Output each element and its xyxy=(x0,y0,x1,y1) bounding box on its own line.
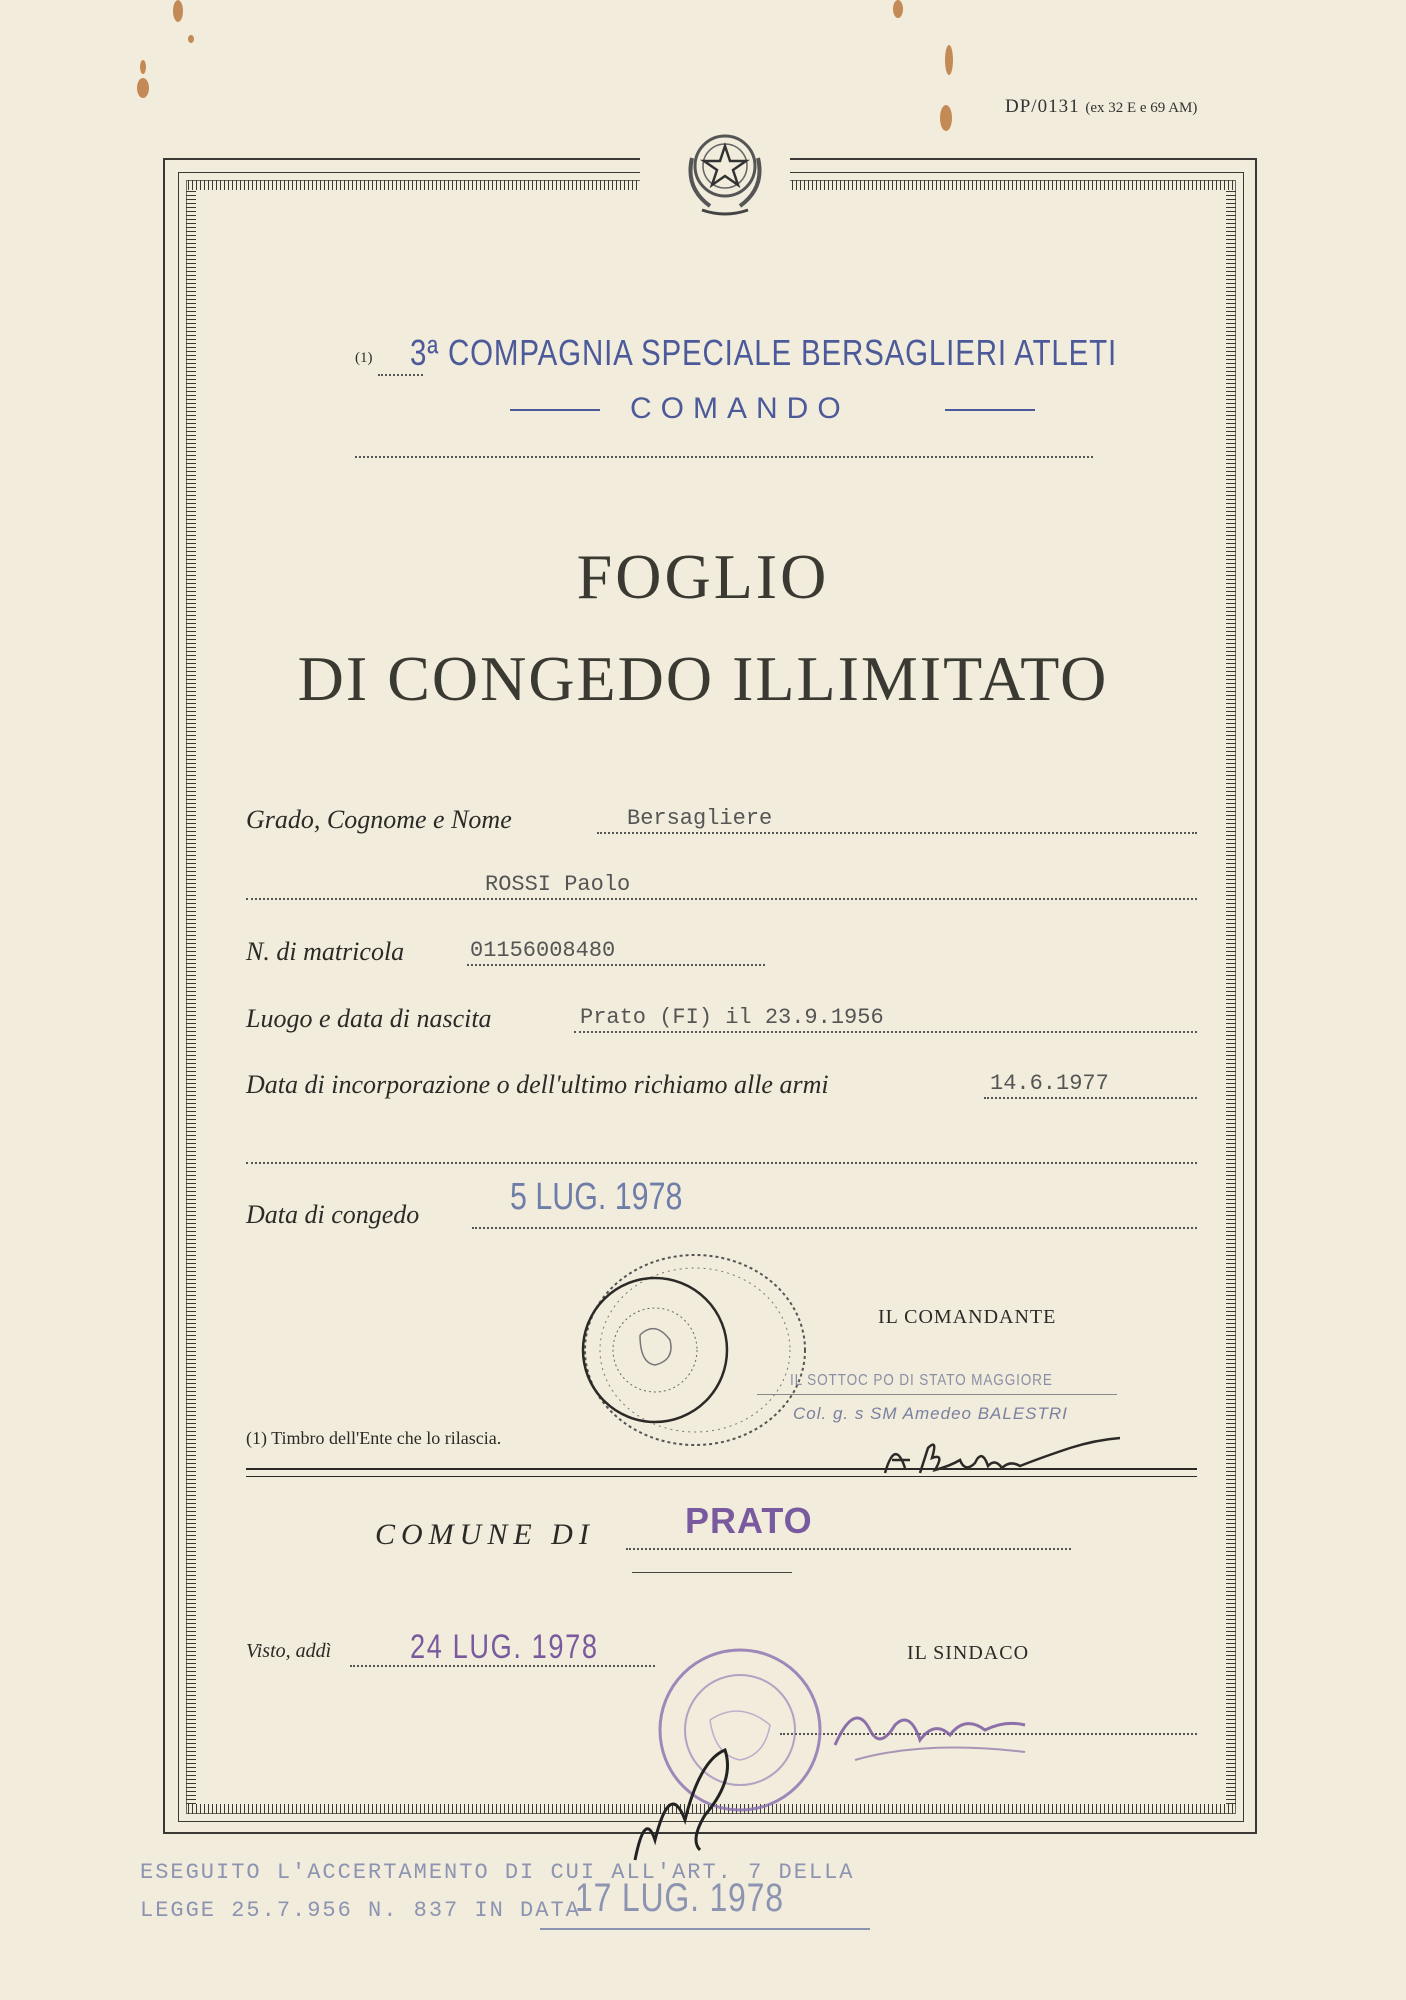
rust-stain xyxy=(173,0,183,22)
issuer-second-line xyxy=(355,456,1093,458)
unit-stamp-comando: COMANDO xyxy=(630,392,850,425)
grade-value: Bersagliere xyxy=(627,806,773,831)
birth-label: Luogo e data di nascita xyxy=(246,1004,492,1033)
verification-stamp-line2: LEGGE 25.7.956 N. 837 IN DATA xyxy=(140,1898,581,1923)
rust-stain xyxy=(940,105,952,131)
name-value: ROSSI Paolo xyxy=(485,872,631,897)
rust-stain xyxy=(188,35,194,43)
note-marker: (1) xyxy=(355,350,373,366)
commander-title: IL COMANDANTE xyxy=(878,1306,1057,1328)
seen-label: Visto, addì xyxy=(246,1640,332,1662)
section-divider-thin xyxy=(246,1476,1197,1477)
rust-stain xyxy=(945,45,953,75)
military-seal-icon xyxy=(570,1245,820,1455)
verification-date-line xyxy=(540,1928,870,1930)
incorporation-value: 14.6.1977 xyxy=(990,1071,1109,1096)
birth-line xyxy=(574,1031,1197,1033)
stamp-rule-right xyxy=(945,409,1035,411)
comune-label: COMUNE DI xyxy=(375,1518,595,1551)
verification-date-stamp: 17 LUG. 1978 xyxy=(575,1876,784,1920)
birth-value: Prato (FI) il 23.9.1956 xyxy=(580,1005,884,1030)
commander-stamp-line2: Col. g. s SM Amedeo BALESTRI xyxy=(793,1404,1068,1423)
rust-stain xyxy=(140,60,146,74)
discharge-label: Data di congedo xyxy=(246,1200,420,1229)
mayor-title: IL SINDACO xyxy=(907,1642,1030,1664)
document-title-line1: FOGLIO xyxy=(576,541,830,612)
incorporation-line xyxy=(984,1097,1197,1099)
footnote: (1) Timbro dell'Ente che lo rilascia. xyxy=(246,1428,502,1448)
commander-signature-icon xyxy=(870,1418,1130,1488)
seen-date-stamp: 24 LUG. 1978 xyxy=(410,1628,599,1666)
mayor-signature-icon xyxy=(825,1690,1065,1770)
issuer-dotted-line xyxy=(378,374,423,376)
discharge-line xyxy=(472,1227,1197,1229)
name-line xyxy=(246,898,1197,900)
commander-stamp-line1: IL SOTTOC PO DI STATO MAGGIORE xyxy=(790,1372,1053,1389)
unit-stamp: 3ª COMPAGNIA SPECIALE BERSAGLIERI ATLETI xyxy=(410,332,1118,373)
comune-line xyxy=(626,1548,1071,1550)
frame-hatch-right xyxy=(1226,190,1236,1804)
matricola-line xyxy=(467,964,765,966)
rust-stain xyxy=(893,0,903,18)
comune-underline xyxy=(632,1572,792,1573)
comune-value-stamp: PRATO xyxy=(685,1500,813,1541)
extra-line xyxy=(246,1162,1197,1164)
document-title-line2: DI CONGEDO ILLIMITATO xyxy=(297,643,1109,714)
commander-line xyxy=(757,1394,1117,1395)
italian-emblem-icon xyxy=(680,118,770,228)
matricola-value: 01156008480 xyxy=(470,938,616,963)
discharge-date-stamp: 5 LUG. 1978 xyxy=(510,1176,683,1218)
verification-stamp-line1: ESEGUITO L'ACCERTAMENTO DI CUI ALL'ART. 7 DELLA xyxy=(140,1860,855,1885)
grade-name-line xyxy=(597,832,1197,834)
incorporation-label: Data di incorporazione o dell'ultimo richiamo alle armi xyxy=(246,1070,829,1099)
stamp-rule-left xyxy=(510,409,600,411)
matricola-label: N. di matricola xyxy=(246,937,405,966)
grade-name-label: Grado, Cognome e Nome xyxy=(246,805,512,834)
frame-hatch-left xyxy=(186,190,196,1804)
form-code: DP/0131 (ex 32 E e 69 AM) xyxy=(1005,96,1198,117)
pen-scribble-icon xyxy=(615,1720,745,1870)
rust-stain xyxy=(137,78,149,98)
section-divider xyxy=(246,1468,1197,1470)
